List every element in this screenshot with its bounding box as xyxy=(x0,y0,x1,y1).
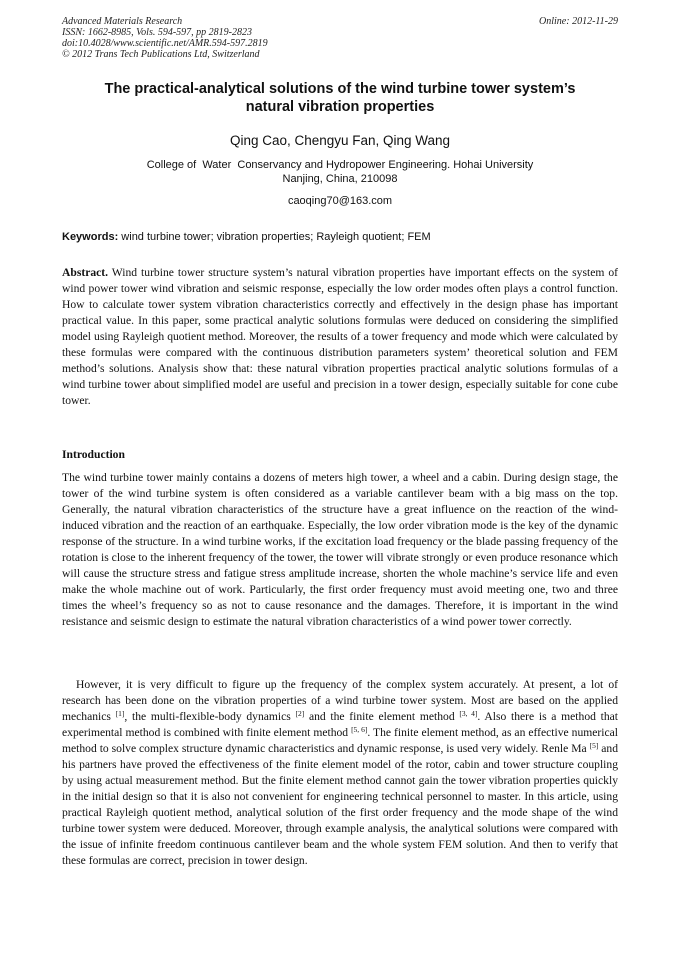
citation-1: [1] xyxy=(115,709,125,718)
keywords xyxy=(62,230,618,244)
title-line-2: natural vibration properties xyxy=(245,99,435,115)
para2-text-4: . Also there is a method that experimental method is combined with finite element method xyxy=(62,710,619,739)
keywords-label: Keywords: xyxy=(62,231,119,243)
para2-text-1: However, it is very difficult to figure up the frequency of the complex system accurately. At present, a lot of research has been done on the vibration properties of a wind turbine tower system. Most are based on the applied mechanics xyxy=(62,678,618,723)
affiliation-line-1: College of Water Conservancy and Hydropower Engineering. Hohai University xyxy=(146,159,534,171)
abstract-text: Wind turbine tower structure system’s natural vibration properties have important effects on the system of wind power tower wind vibration and seismic response, especially the low order modes often plays a control function. How to calculate tower system vibration characteristics correctly and effectively in the design phase has important practical value. In this paper, some practical analytic solutions formulas were deduced on considering the simplified model using Rayleigh quotient method. Moreover, the results of a tower frequency and mode which were calculated by these formulas were compared with the continuous distribution parameters system’ theoretical solution and FEM method’s solutions. Analysis show that: these natural vibration properties practical analytic solutions formulas of a wind turbine tower about simplified model are useful and precision in a tower design, especially suitable for cone cube tower. xyxy=(62,266,618,407)
authors: Qing Cao, Chengyu Fan, Qing Wang xyxy=(229,133,451,148)
abstract xyxy=(62,265,618,409)
paper-title xyxy=(62,80,618,116)
affiliation-line-2: Nanjing, China, 210098 xyxy=(282,173,398,185)
journal-header xyxy=(62,16,618,60)
para2-text-5: . The finite element method, as an effective numerical method to solve complex structure dynamic characteristics and dynamic response, is used very widely. Renle Ma xyxy=(62,726,618,755)
para2-text-6: and his partners have proved the effectiveness of the finite element model of the rotor, cabin and tower structure coupling by using actual measurement method. But the finite element method cannot gain the tower vibration properties quickly in the initial design so that it is also not convenient for engineering technical personnel to master. In this article, using practical Rayleigh quotient method, analytical solution of the first order frequency and the mode shape of the wind turbine tower system were deduced. Moreover, through example analysis, the analytical solutions were compared with the issue of infinite freedom continuous cantilever beam and the whole system FEM solution. And then to verify that these formulas are correct, precision in tower design. xyxy=(62,742,619,867)
citation-3: [3, 4] xyxy=(459,709,478,718)
keywords-text: wind turbine tower; vibration properties; Rayleigh quotient; FEM xyxy=(118,231,431,243)
para2-text-2: , the multi-flexible-body dynamics xyxy=(124,710,296,723)
intro-paragraph-2 xyxy=(62,677,618,869)
journal-name: Advanced Materials Research xyxy=(62,16,183,27)
copyright-line: © 2012 Trans Tech Publications Ltd, Switzerland xyxy=(62,49,260,60)
online-date: Online: 2012-11-29 xyxy=(539,16,618,27)
intro-paragraph-1: The wind turbine tower mainly contains a dozens of meters high tower, a wheel and a cabin. During design stage, the tower of the wind turbine system is often considered as a variable cantilever beam with a big mass on the top. Generally, the natural vibration characteristics of the structure have a great influence on the reaction of the wind-induced vibration and the reaction of an earthquake. Especially, the low order vibration mode is the key of the dynamic response of the structure. In a wind turbine works, if the excitation load frequency or the blade passing frequency of the rotation is close to the inherent frequency of the tower, the tower will vibrate strongly or even produce resonance which will cause the structure stress and fatigue stress amplitude increase, shorten the whole machine’s service life and even make the whole machine out of work. Particularly, the first order frequency must avoid meeting one, two and three times the wheel’s frequency so as not to cause resonance and the damages. Therefore, it is important in the wind resistance and seismic design to estimate the natural vibration characteristics of a wind power tower correctly. xyxy=(62,471,618,628)
author-email: caoqing70@163.com xyxy=(287,195,393,207)
citation-5: [5] xyxy=(589,741,599,750)
title-line-1: The practical-analytical solutions of the wind turbine tower system’s xyxy=(104,81,576,97)
citation-4: [5, 6] xyxy=(351,725,368,734)
doi-line: doi:10.4028/www.scientific.net/AMR.594-597.2819 xyxy=(62,38,268,49)
abstract-label: Abstract. xyxy=(62,266,109,279)
issn-line: ISSN: 1662-8985, Vols. 594-597, pp 2819-2823 xyxy=(62,27,252,38)
affiliation xyxy=(62,158,618,186)
introduction-heading: Introduction xyxy=(62,448,125,461)
citation-2: [2] xyxy=(295,709,305,718)
para2-text-3: and the finite element method xyxy=(304,710,460,723)
